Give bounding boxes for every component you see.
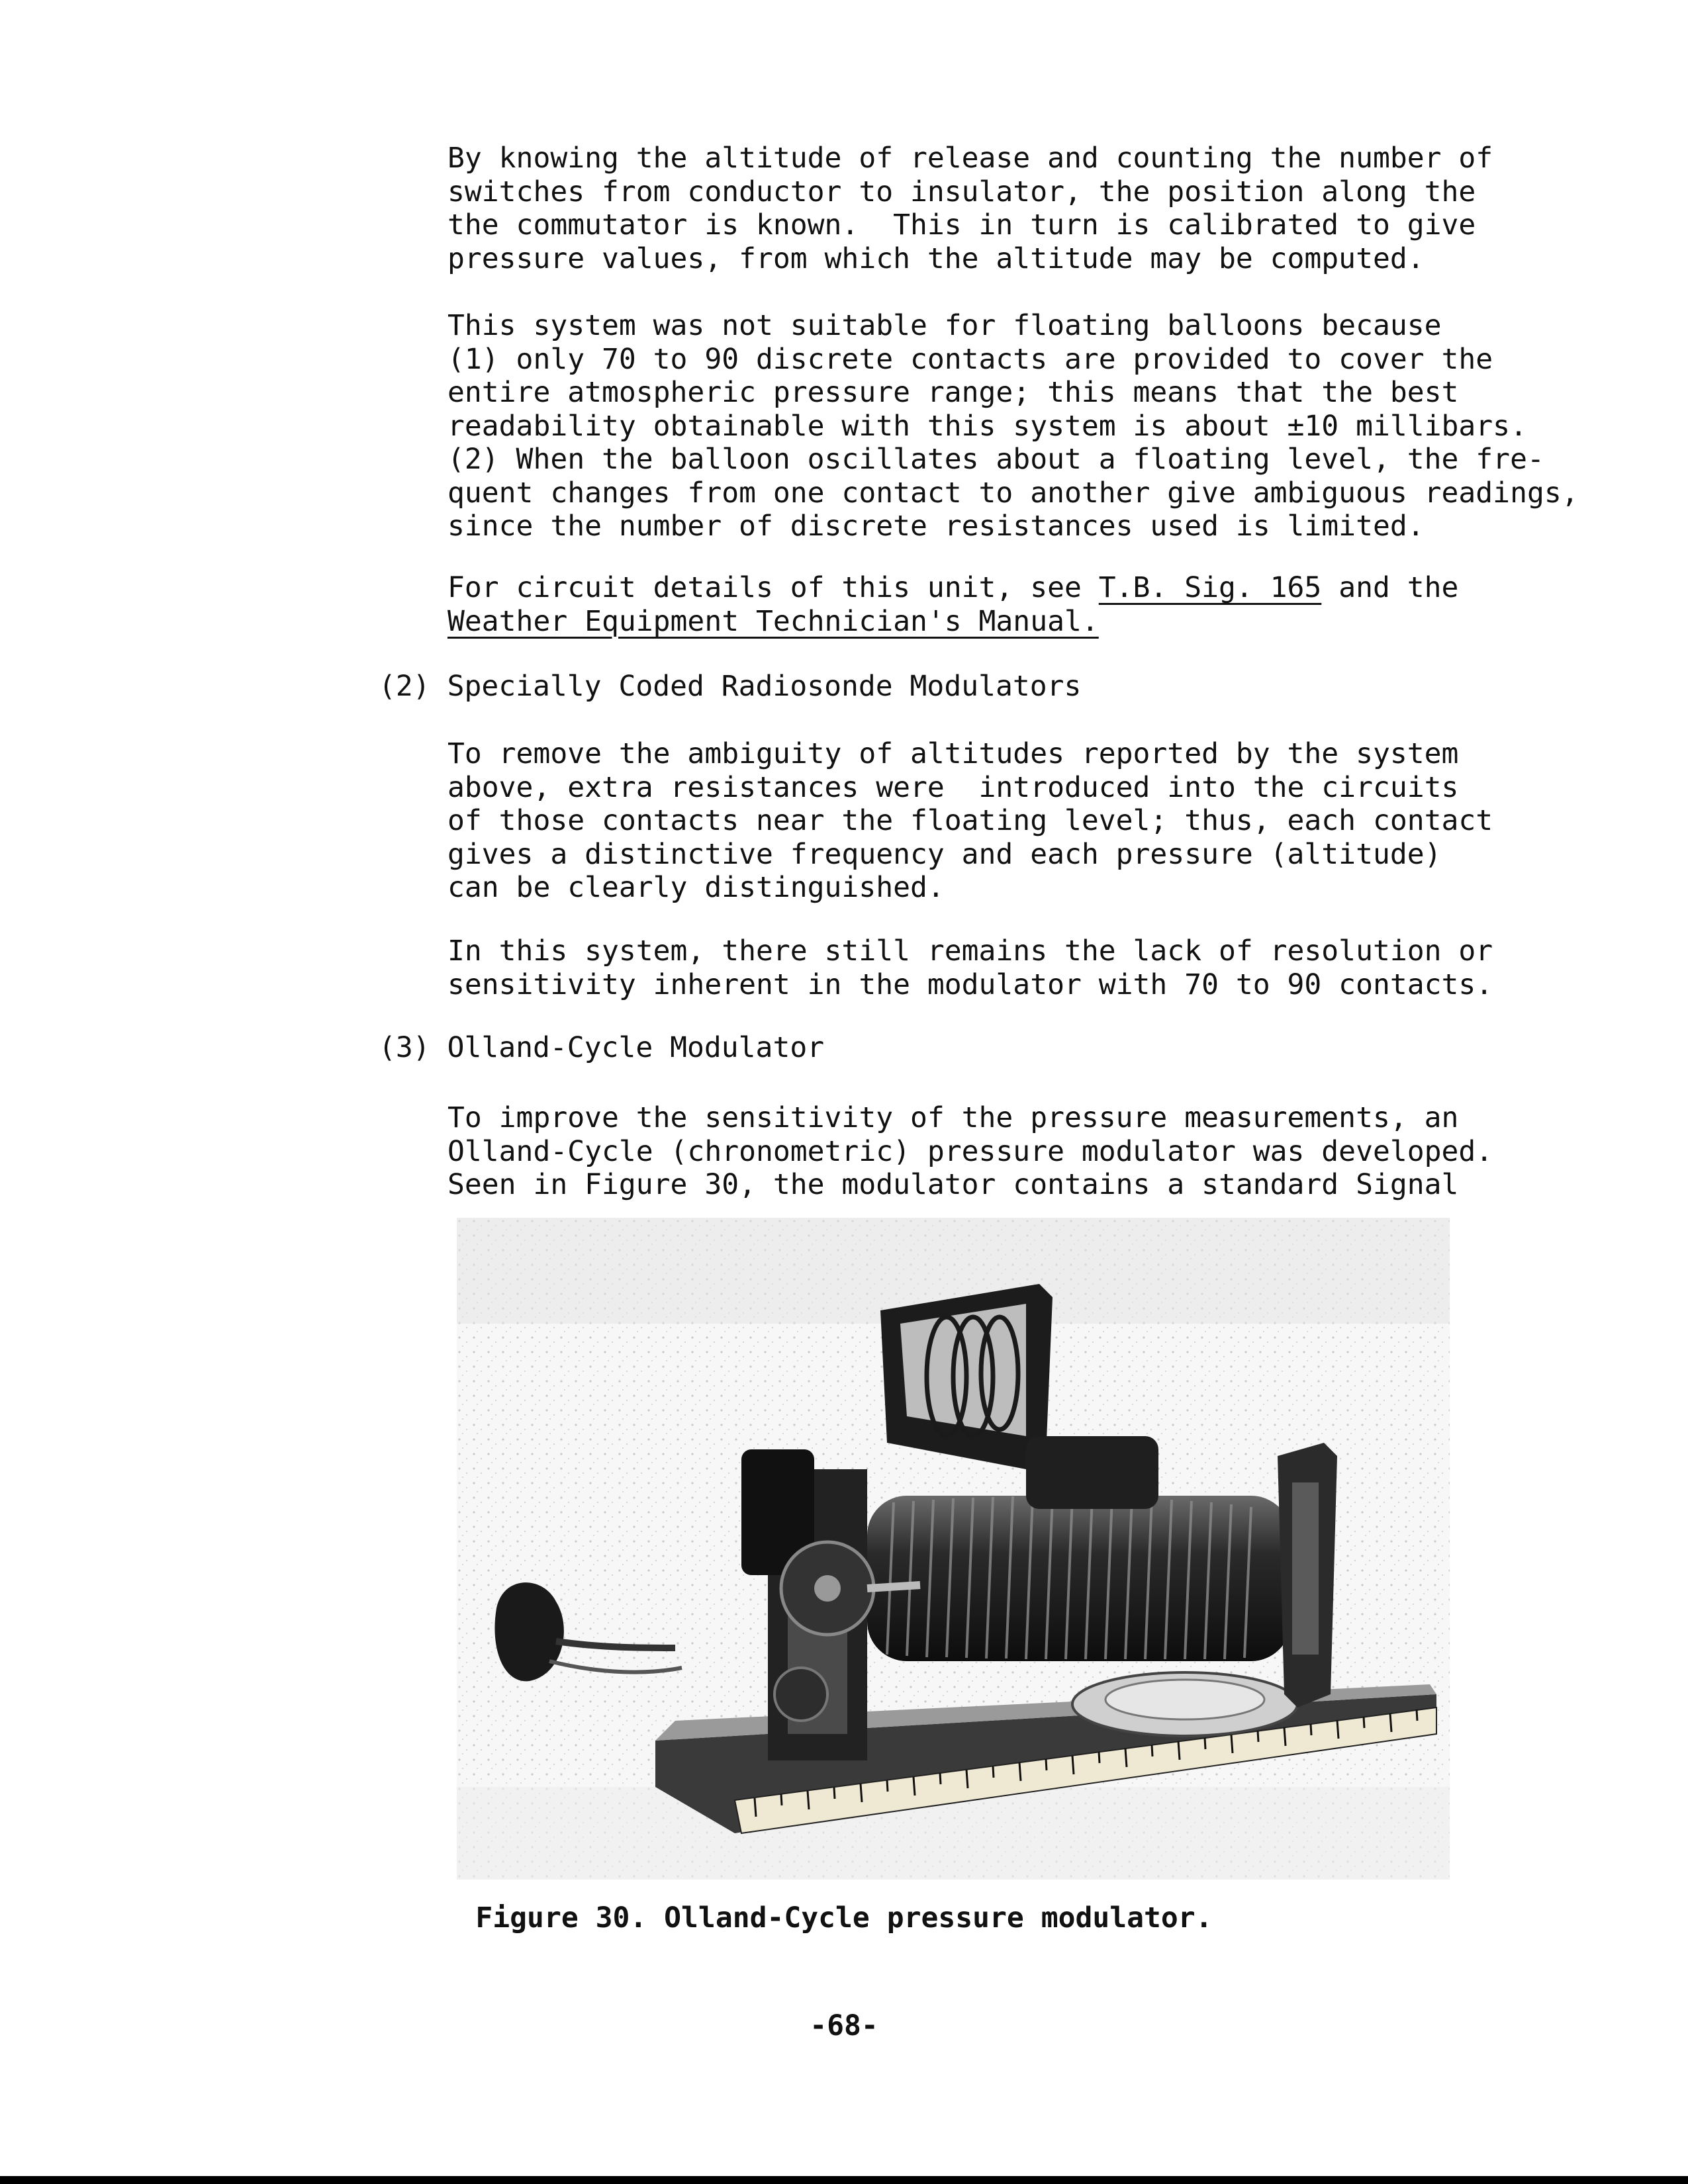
paragraph-floating-balloons: This system was not suitable for floating balloons because (1) only 70 to 90 discrete contacts are provided to cover the entire atmospheric pressure range; this means that the best readability obtainable with this system is about ±10 millibars. (2) When the balloon oscillates about a floating level, the fre- quent changes from one contact to another give ambiguous readings, since the number of discrete resistances used is limited. [447,309,1579,543]
figure-caption: Figure 30. Olland-Cycle pressure modulator. [475,1901,1213,1934]
paragraph-resolution: In this system, there still remains the lack of resolution or sensitivity inherent in the modulator with 70 to 90 contacts. [447,934,1493,1001]
modulator-photo [457,1218,1450,1880]
paragraph-commutator: By knowing the altitude of release and counting the number of switches from conductor to insulator, the position along the the commutator is known. This in turn is calibrated to give pressure values, from which the altitude may be computed. [447,142,1493,275]
reference-technician-manual: Weather Equipment Technician's Manual. [447,604,1099,638]
section-heading-coded-modulators: (2) Specially Coded Radiosonde Modulators [379,670,1082,703]
reference-tb-sig: T.B. Sig. 165 [1098,571,1322,604]
scan-border [0,2176,1688,2184]
paragraph-circuit-details: For circuit details of this unit, see T.B. Sig. 165 and the Weather Equipment Technician's Manual. [447,571,1459,638]
paragraph-ambiguity: To remove the ambiguity of altitudes reported by the system above, extra resistances were introduced into the circuits of those contacts near the floating level; thus, each contact gives a distinctive frequency and each pressure (altitude) can be clearly distinguished. [447,737,1493,904]
page-number: -68- [810,2009,878,2042]
paragraph-sensitivity: To improve the sensitivity of the pressure measurements, an Olland-Cycle (chronometric) pressure modulator was developed. Seen in Figure 30, the modulator contains a standard Signal [447,1101,1493,1201]
section-heading-olland-cycle: (3) Olland-Cycle Modulator [379,1031,825,1064]
